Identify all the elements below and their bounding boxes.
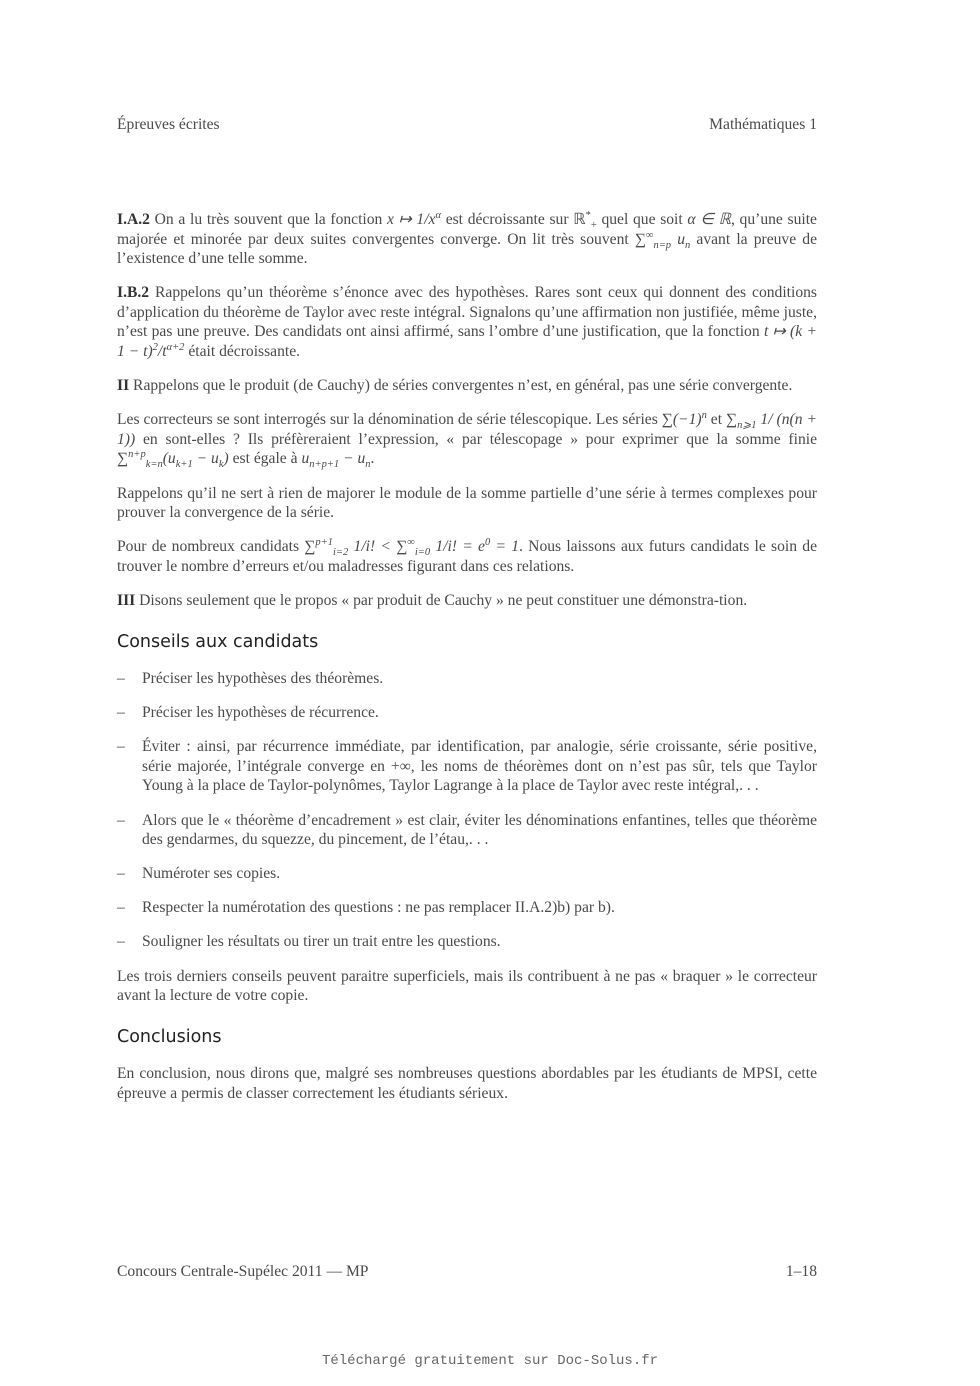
page-body bbox=[117, 210, 817, 1118]
paragraph-nombreux bbox=[117, 537, 817, 576]
text: , qu’une suite majorée et minorée par deux suites convergentes converge. On lit très souvent bbox=[117, 211, 817, 248]
list-item: – Préciser les hypothèses des théorèmes. bbox=[117, 670, 384, 688]
list-item: – Souligner les résultats ou tirer un trait entre les questions. bbox=[117, 933, 501, 951]
section-title-conseils: Conseils aux candidats bbox=[117, 631, 319, 652]
running-header-left: Épreuves écrites bbox=[117, 116, 220, 133]
list-item: – Préciser les hypothèses de récurrence. bbox=[117, 704, 379, 722]
paragraph-iii bbox=[117, 591, 817, 611]
paragraph-module: Rappelons qu’il ne sert à rien de majorer le module de la somme partielle d’une série à termes complexes pour prouver la convergence de la série. bbox=[117, 484, 817, 522]
paragraph-conclusions: En conclusion, nous dirons que, malgré ses nombreuses questions abordables par les étudiants de MPSI, cette épreuve a permis de classer correctement les étudiants sérieux. bbox=[117, 1065, 817, 1102]
text: avant la preuve de l’existence d’une telle somme. bbox=[117, 230, 818, 268]
footer-left: Concours Centrale-Supélec 2011 — MP bbox=[117, 1263, 369, 1280]
text: . bbox=[370, 450, 375, 468]
math: t ↦ $(k + 1 - t)^2/t^{\alpha+2}$ bbox=[117, 323, 817, 361]
text: et bbox=[706, 411, 727, 429]
text: était décroissante. bbox=[184, 343, 301, 361]
list-item: – Respecter la numérotation des questions : ne pas remplacer II.A.2)b) par b). bbox=[117, 899, 615, 917]
dash-bullet: – bbox=[117, 670, 125, 688]
paragraph-ia2: I.A.2 On a lu très souvent que la fonction x ↦ $1/x^\alpha$ est décroissante sur ℝ*$_+$ quel que soit α ∈ ℝ, qu’une suite majorée et minorée par deux suites convergentes converge. On lit très souvent $\sum^\infty_{n=p}$ $u_n$ avant la preuve de l’existence d’une telle somme. bbox=[117, 209, 818, 268]
math: x ↦ $1/x^\alpha$ bbox=[387, 209, 441, 228]
footer-page-number: 1–18 bbox=[785, 1263, 817, 1280]
dash-bullet: – bbox=[117, 899, 125, 917]
text: Rappelons qu’un théorème s’énonce avec des hypothèses. Rares sont ceux qui donnent des conditions d’application du théorème de Taylor avec reste intégral. Signalons qu’une affirmation non justifiée, même juste, n’est pas une preuve. Des candidats ont ainsi affirmé, sans l’ombre d’une justification, que la fonction bbox=[117, 284, 817, 341]
math: ∑$^{p+1}_{i=2}$ 1/i! < $\sum^\infty_{i=0}$ 1/i! = $e^0 = 1$ bbox=[304, 537, 520, 559]
text: quel que soit bbox=[596, 211, 688, 228]
dash-bullet: – bbox=[117, 738, 125, 756]
paragraph-conseils-closing: Les trois derniers conseils peuvent paraitre superficiels, mais ils contribuent à ne pas « braquer » le correcteur avant la lecture de votre copie. bbox=[117, 967, 817, 1005]
question-label: II bbox=[117, 377, 130, 395]
math: $\sum^\infty_{n=p}$ $u_n$ bbox=[634, 229, 691, 251]
math: $\sum^{n+p}_{k=n}(u_{k+1} - u_k)$ bbox=[117, 449, 229, 471]
math: $\sum(-1)^n$ bbox=[661, 410, 707, 429]
text: est décroissante sur ℝ bbox=[441, 211, 586, 228]
math: α ∈ ℝ bbox=[687, 211, 731, 228]
list-item: – Numéroter ses copies. bbox=[117, 865, 281, 883]
dash-bullet: – bbox=[117, 933, 125, 951]
text: Les correcteurs se sont interrogés sur la dénomination de série télescopique. Les séries bbox=[117, 411, 662, 429]
text: On a lu très souvent que la fonction bbox=[149, 211, 388, 228]
text: Pour de nombreux candidats bbox=[117, 538, 305, 556]
dash-bullet: – bbox=[117, 704, 125, 722]
paragraph-ii bbox=[117, 376, 817, 396]
text: Disons seulement que le propos « par produit de Cauchy » ne peut constituer une démonstra-tion. bbox=[135, 591, 748, 609]
question-label: III bbox=[117, 591, 136, 609]
question-label: I.A.2 bbox=[117, 211, 150, 228]
dash-bullet: – bbox=[117, 865, 125, 883]
list-item: – Éviter : ainsi, par récurrence immédiate, par identification, par analogie, série croissante, série positive, série majorée, l’intégrale converge en +∞, les noms de théorèmes dont on n’est pas sûr, tels que Taylor Young à la place de Taylor-polynômes, Taylor Lagrange à la place de Taylor avec reste intégral,. . . bbox=[117, 738, 817, 795]
question-label: I.B.2 bbox=[117, 284, 150, 302]
text: . Nous laissons aux futurs candidats le soin de trouver le nombre d’erreurs et/ou maladresses figurant dans ces relations. bbox=[117, 538, 817, 575]
watermark: Téléchargé gratuitement sur Doc-Solus.fr bbox=[321, 1353, 659, 1369]
dash-bullet: – bbox=[117, 811, 125, 829]
conseils-list bbox=[117, 669, 817, 952]
math: $\sum_{n⩾1}$ 1/ (n(n + 1)) bbox=[117, 411, 817, 448]
paragraph-telescopique bbox=[117, 410, 817, 469]
text: est égale à bbox=[228, 450, 302, 468]
text: Rappelons que le produit (de Cauchy) de séries convergentes n’est, en général, pas une série convergente. bbox=[129, 377, 793, 395]
paragraph-ib2 bbox=[117, 283, 817, 361]
running-header-right: Mathématiques 1 bbox=[709, 116, 817, 133]
section-title-conclusions: Conclusions bbox=[117, 1026, 222, 1047]
list-item: – Alors que le « théorème d’encadrement » est clair, éviter les dénominations enfantines, telles que théorème des gendarmes, du squezze, du pincement, de l’étau,. . . bbox=[117, 811, 817, 849]
math: $u_{n+p+1} - u_n$ bbox=[301, 450, 371, 471]
text: en sont-elles ? Ils préfèreraient l’expression, « par télescopage » pour exprimer que la somme finie bbox=[135, 430, 817, 448]
